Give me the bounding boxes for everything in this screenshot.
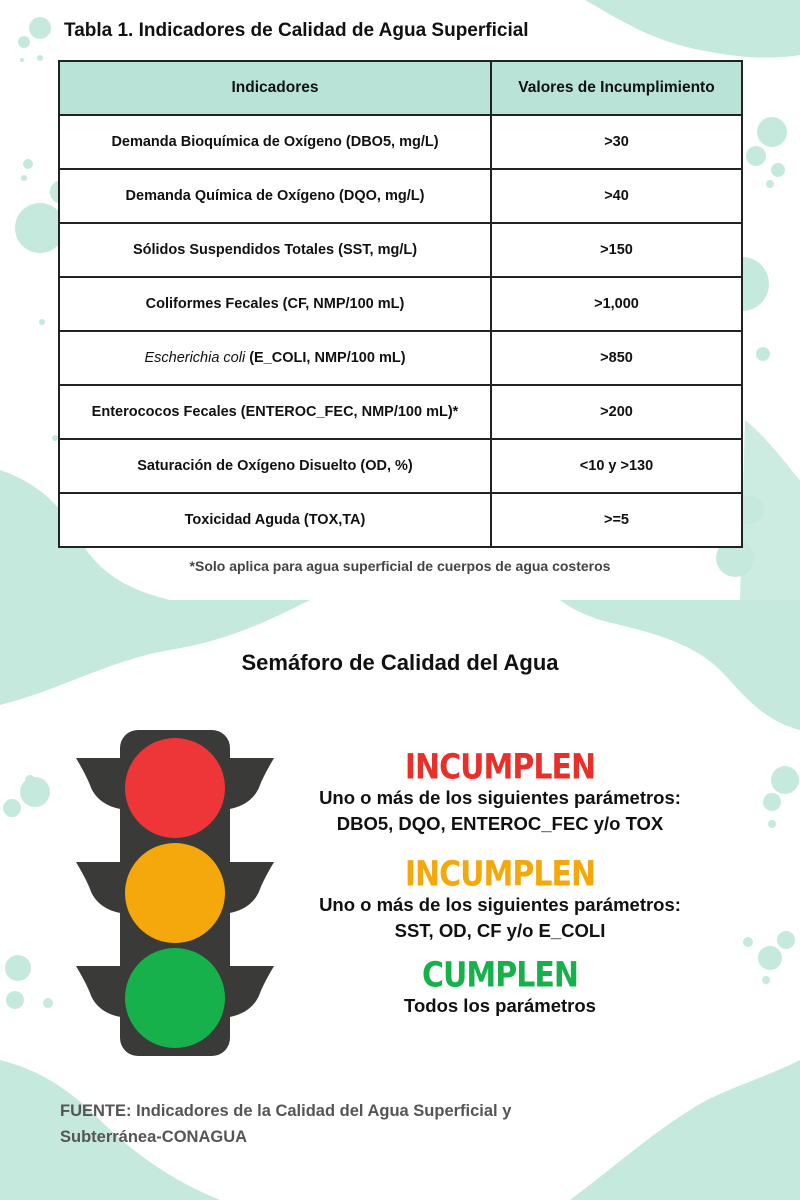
source-line: FUENTE: Indicadores de la Calidad del Agua Superficial y	[60, 1102, 512, 1120]
header-valores: Valores de Incumplimiento	[491, 61, 742, 115]
header-indicadores: Indicadores	[59, 61, 491, 115]
bubble	[20, 58, 24, 62]
yellow-light	[125, 843, 225, 943]
bubble	[23, 159, 33, 169]
bubble	[746, 146, 766, 166]
indicator-rest: (E_COLI, NMP/100 mL)	[245, 350, 406, 366]
bubble	[757, 117, 787, 147]
bubble	[762, 976, 770, 984]
bubble	[21, 175, 27, 181]
value-cell: >30	[491, 115, 742, 169]
status-yellow	[280, 854, 720, 944]
bubble	[758, 946, 782, 970]
status-line: DBO5, DQO, ENTEROC_FEC y/o TOX	[336, 813, 664, 834]
table-row	[59, 439, 742, 493]
value-cell: >150	[491, 223, 742, 277]
table-row	[59, 331, 742, 385]
value-cell: >850	[491, 331, 742, 385]
status-word-green: CUMPLEN	[422, 955, 578, 996]
table-row	[59, 223, 742, 277]
value-cell: >200	[491, 385, 742, 439]
indicator-cell: Sólidos Suspendidos Totales (SST, mg/L)	[59, 223, 491, 277]
source-line: Subterránea-CONAGUA	[60, 1128, 248, 1146]
table-row	[59, 385, 742, 439]
status-line: Uno o más de los siguientes parámetros:	[319, 894, 681, 915]
status-line: Todos los parámetros	[404, 995, 596, 1016]
traffic-light-icon	[60, 730, 290, 1060]
bubble	[25, 775, 35, 785]
bubble	[763, 793, 781, 811]
bubble	[771, 766, 799, 794]
status-word-red: INCUMPLEN	[404, 747, 596, 788]
bubble	[756, 347, 770, 361]
status-green	[280, 955, 720, 1019]
status-red	[280, 747, 720, 837]
indicator-cell: Enterococos Fecales (ENTEROC_FEC, NMP/100 mL)*	[59, 385, 491, 439]
status-line: Uno o más de los siguientes parámetros:	[319, 787, 681, 808]
value-cell: <10 y >130	[491, 439, 742, 493]
table-footnote: *Solo aplica para agua superficial de cuerpos de agua costeros	[189, 558, 611, 574]
bubble	[29, 17, 51, 39]
bubble	[18, 36, 30, 48]
bubble	[6, 991, 24, 1009]
green-light	[125, 948, 225, 1048]
indicator-cell: Demanda Química de Oxígeno (DQO, mg/L)	[59, 169, 491, 223]
table-row	[59, 115, 742, 169]
value-cell: >40	[491, 169, 742, 223]
value-cell: >=5	[491, 493, 742, 547]
indicator-cell: Toxicidad Aguda (TOX,TA)	[59, 493, 491, 547]
bubble	[39, 319, 45, 325]
bubble	[5, 955, 31, 981]
table-header-row	[59, 61, 742, 115]
table-row	[59, 277, 742, 331]
top-right-wave	[585, 0, 800, 58]
red-light	[125, 738, 225, 838]
bubble	[37, 55, 43, 61]
bubble	[43, 998, 53, 1008]
indicator-cell: Coliformes Fecales (CF, NMP/100 mL)	[59, 277, 491, 331]
status-word-yellow: INCUMPLEN	[404, 854, 596, 895]
table-title: Tabla 1. Indicadores de Calidad de Agua Superficial	[64, 20, 529, 41]
table-row	[59, 493, 742, 547]
bubble	[743, 937, 753, 947]
bubble	[771, 163, 785, 177]
bubble	[20, 777, 50, 807]
bubble	[777, 931, 795, 949]
bubble	[766, 180, 774, 188]
table-row	[59, 169, 742, 223]
bubble	[3, 799, 21, 817]
indicator-cell: Saturación de Oxígeno Disuelto (OD, %)	[59, 439, 491, 493]
bubble	[768, 820, 776, 828]
indicator-italic: Escherichia coli	[144, 350, 246, 366]
source-citation	[60, 1098, 620, 1150]
indicator-cell: Demanda Bioquímica de Oxígeno (DBO5, mg/L)	[59, 115, 491, 169]
status-line: SST, OD, CF y/o E_COLI	[394, 920, 606, 941]
indicator-cell	[59, 331, 491, 385]
value-cell: >1,000	[491, 277, 742, 331]
semaforo-title: Semáforo de Calidad del Agua	[241, 650, 559, 675]
indicators-table	[58, 60, 743, 548]
